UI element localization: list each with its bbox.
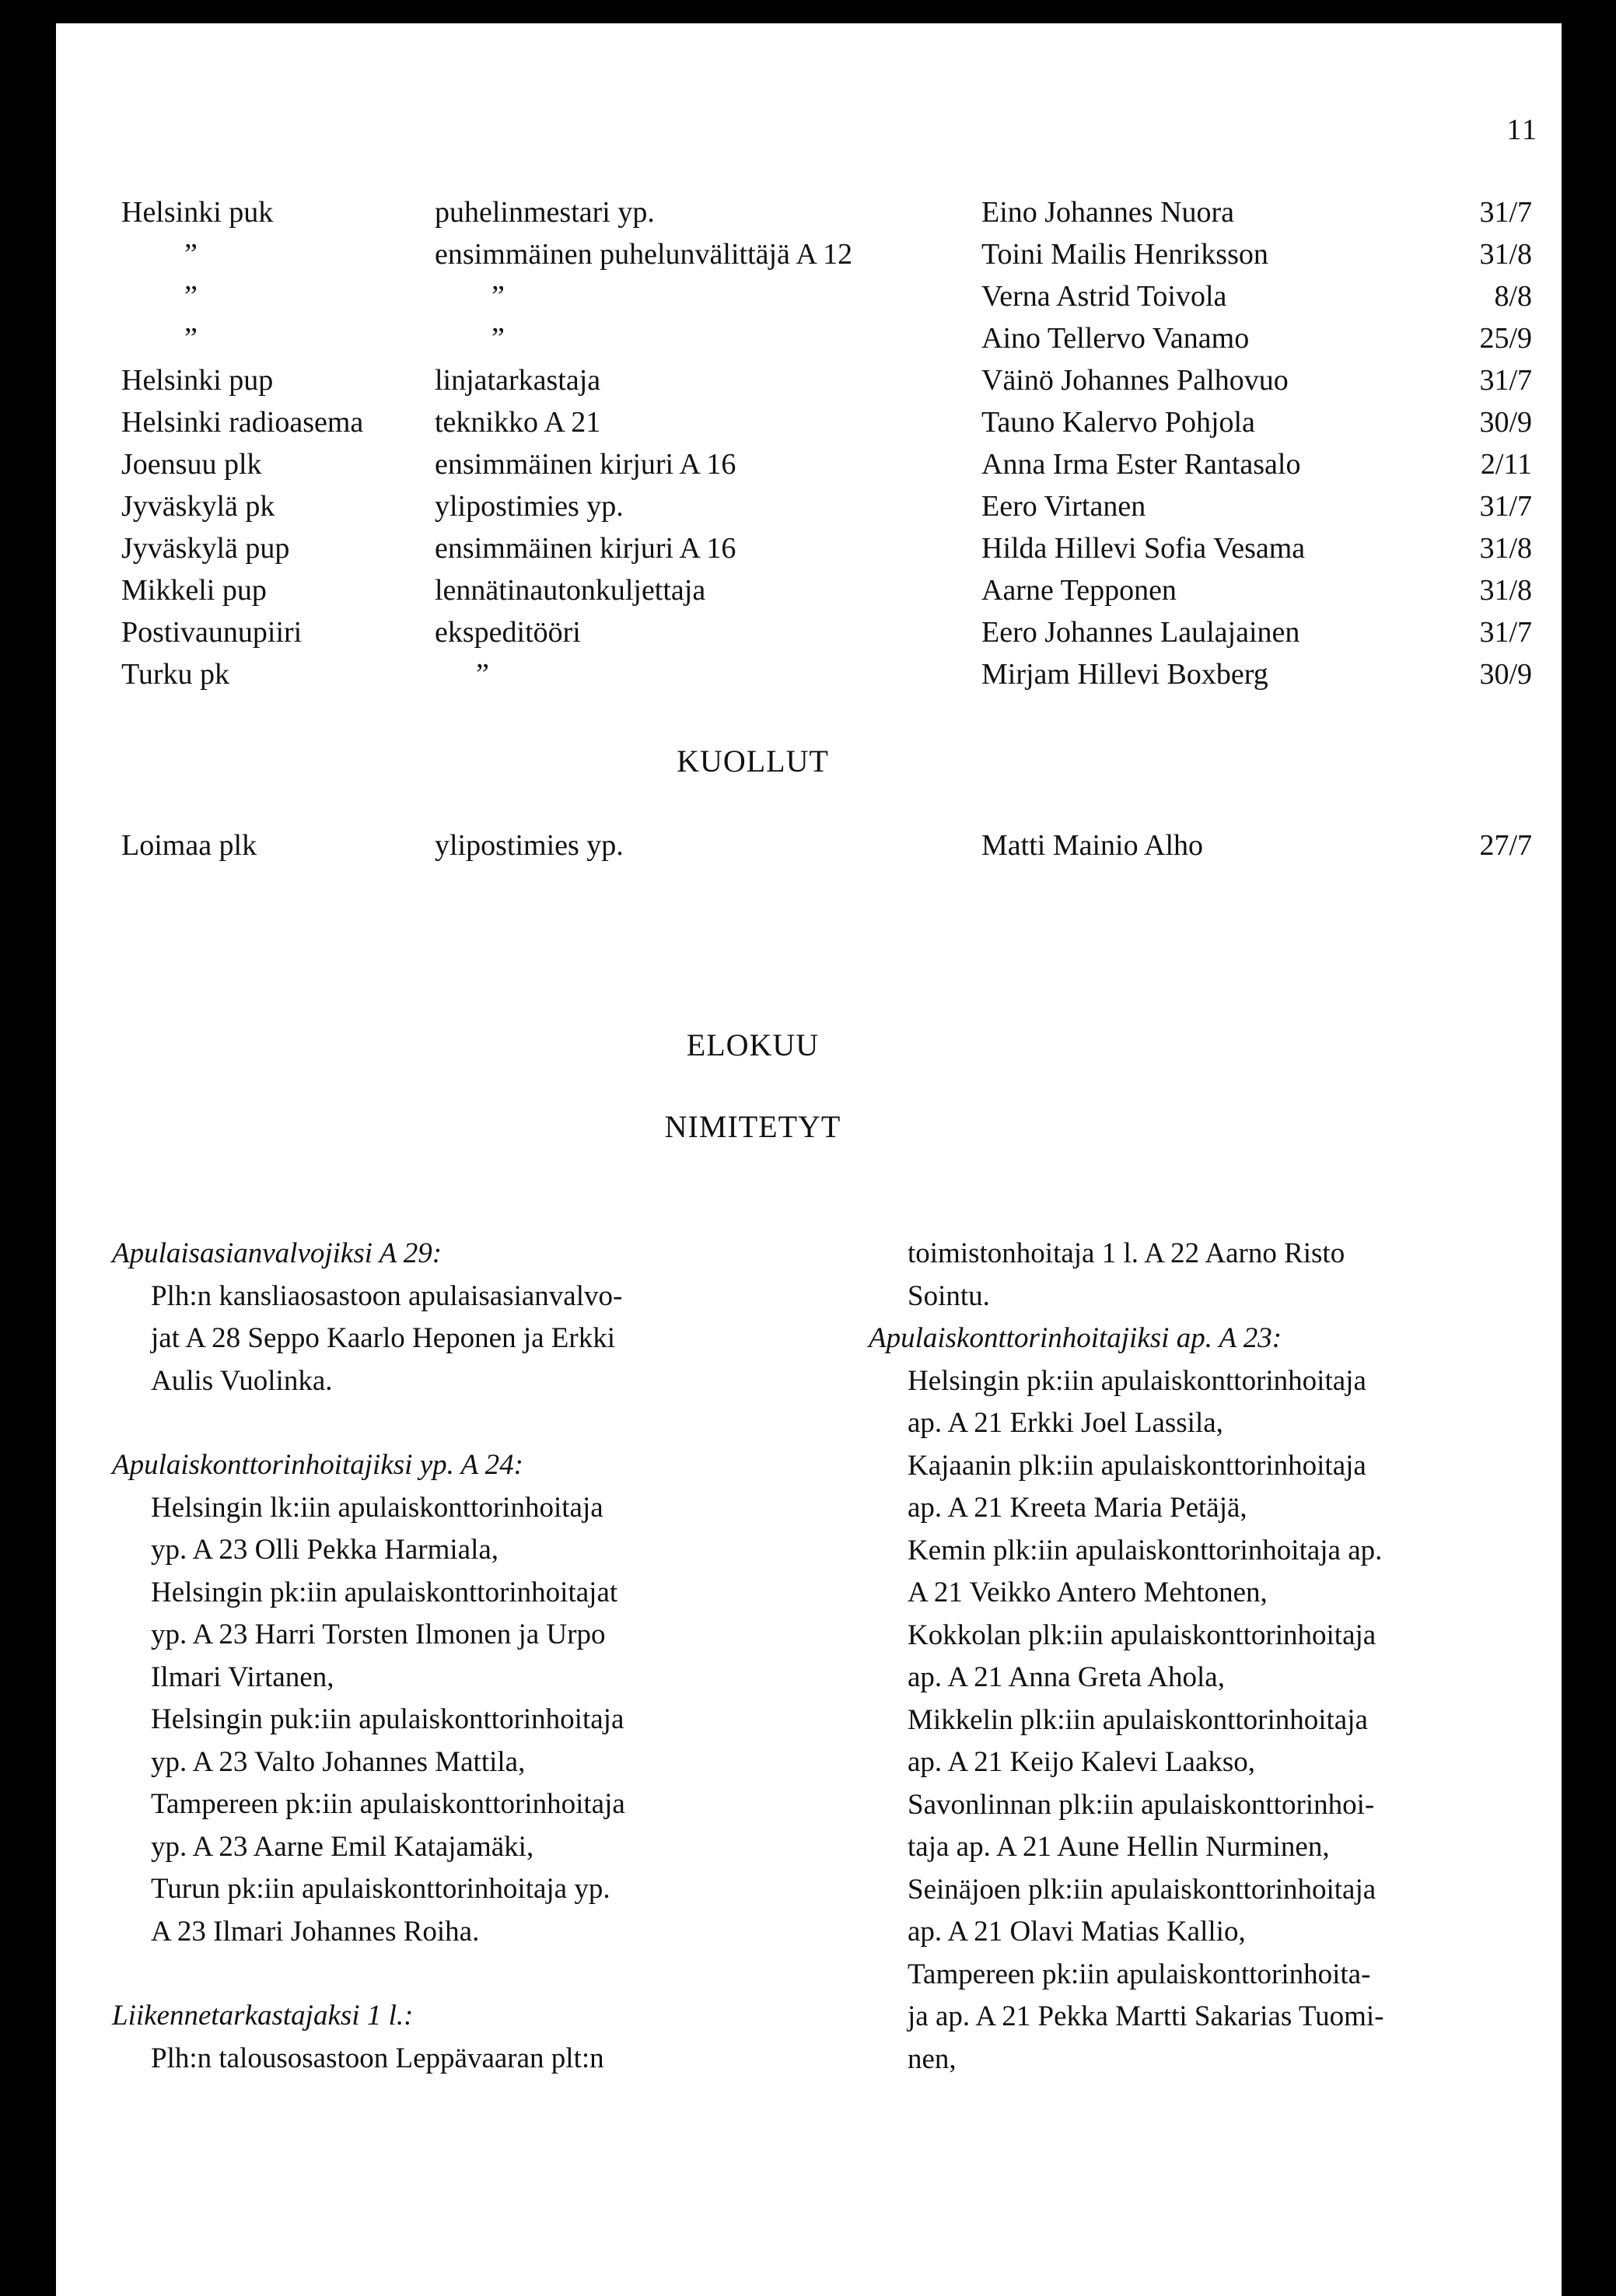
title-cell: ensimmäinen kirjuri A 16 bbox=[435, 448, 736, 481]
table-row bbox=[56, 485, 1562, 527]
title-cell: ensimmäinen kirjuri A 16 bbox=[435, 532, 736, 565]
text-line: Kokkolan plk:iin apulaiskonttorinhoitaja bbox=[908, 1619, 1376, 1651]
title-cell: teknikko A 21 bbox=[435, 406, 601, 439]
text-line: Tampereen pk:iin apulaiskonttorinhoitaja bbox=[151, 1788, 625, 1820]
title-cell: ensimmäinen puhelunvälittäjä A 12 bbox=[435, 238, 853, 271]
office-cell: Helsinki pup bbox=[121, 364, 274, 397]
ditto-mark: ” bbox=[184, 238, 198, 271]
table-row bbox=[56, 317, 1562, 359]
text-line: Mikkelin plk:iin apulaiskonttorinhoitaja bbox=[908, 1703, 1368, 1736]
table-row bbox=[56, 191, 1562, 233]
text-line: ja ap. A 21 Pekka Martti Sakarias Tuomi- bbox=[908, 2000, 1384, 2032]
text-line: Plh:n talousosastoon Leppävaaran plt:n bbox=[151, 2042, 604, 2074]
text-line: toimistonhoitaja 1 l. A 22 Aarno Risto bbox=[908, 1237, 1345, 1269]
table-row bbox=[56, 653, 1562, 695]
ditto-mark: ” bbox=[476, 658, 489, 691]
document-page bbox=[56, 23, 1562, 2296]
date-cell: 25/9 bbox=[1479, 322, 1532, 355]
text-line: jat A 28 Seppo Kaarlo Heponen ja Erkki bbox=[151, 1322, 616, 1354]
office-cell: Loimaa plk bbox=[121, 829, 257, 862]
name-cell: Tauno Kalervo Pohjola bbox=[981, 406, 1255, 439]
left-column bbox=[112, 1233, 834, 2080]
office-cell: Helsinki puk bbox=[121, 196, 274, 229]
office-cell: Turku pk bbox=[121, 658, 230, 691]
office-cell: Mikkeli pup bbox=[121, 574, 267, 607]
date-cell: 31/8 bbox=[1479, 238, 1532, 271]
name-cell: Toini Mailis Henriksson bbox=[981, 238, 1268, 271]
date-cell: 31/7 bbox=[1479, 616, 1532, 649]
date-cell: 2/11 bbox=[1480, 448, 1532, 481]
text-line: Helsingin lk:iin apulaiskonttorinhoitaja bbox=[151, 1491, 603, 1524]
name-cell: Väinö Johannes Palhovuo bbox=[981, 364, 1289, 397]
ditto-mark: ” bbox=[184, 322, 198, 355]
name-cell: Eero Johannes Laulajainen bbox=[981, 616, 1300, 649]
text-line: Kemin plk:iin apulaiskonttorinhoitaja ap. bbox=[908, 1534, 1383, 1566]
title-cell: puhelinmestari yp. bbox=[435, 196, 655, 229]
text-line: Savonlinnan plk:iin apulaiskonttorinhoi- bbox=[908, 1788, 1375, 1821]
month-heading: ELOKUU bbox=[686, 1027, 820, 1062]
text-line: Seinäjoen plk:iin apulaiskonttorinhoitaja bbox=[908, 1873, 1376, 1906]
name-cell: Eino Johannes Nuora bbox=[981, 196, 1235, 229]
table-row bbox=[56, 359, 1562, 401]
title-cell: ylipostimies yp. bbox=[435, 829, 624, 862]
text-line: Helsingin pk:iin apulaiskonttorinhoitajat bbox=[151, 1576, 618, 1608]
text-line: Tampereen pk:iin apulaiskonttorinhoita- bbox=[908, 1958, 1371, 1990]
kuollut-heading: KUOLLUT bbox=[677, 744, 829, 779]
name-cell: Anna Irma Ester Rantasalo bbox=[981, 448, 1301, 481]
date-cell: 31/8 bbox=[1479, 532, 1532, 565]
text-line: ap. A 21 Anna Greta Ahola, bbox=[908, 1661, 1225, 1693]
date-cell: 31/7 bbox=[1479, 364, 1532, 397]
section-title: Apulaiskonttorinhoitajiksi ap. A 23: bbox=[869, 1322, 1282, 1354]
office-cell: Helsinki radioasema bbox=[121, 406, 364, 439]
name-cell: Matti Mainio Alho bbox=[981, 829, 1203, 862]
title-cell: lennätinautonkuljettaja bbox=[435, 574, 706, 607]
date-cell: 30/9 bbox=[1479, 406, 1532, 439]
text-line: yp. A 23 Valto Johannes Mattila, bbox=[151, 1745, 526, 1778]
text-line: Kajaanin plk:iin apulaiskonttorinhoitaja bbox=[908, 1449, 1366, 1482]
text-line: nen, bbox=[908, 2042, 957, 2075]
ditto-mark: ” bbox=[491, 280, 505, 313]
text-line: ap. A 21 Erkki Joel Lassila, bbox=[908, 1407, 1223, 1439]
ditto-mark: ” bbox=[491, 322, 505, 355]
title-cell: linjatarkastaja bbox=[435, 364, 601, 397]
table-row bbox=[56, 527, 1562, 569]
right-column bbox=[869, 1233, 1545, 2081]
table-row bbox=[56, 233, 1562, 275]
name-cell: Verna Astrid Toivola bbox=[981, 280, 1227, 313]
page-number: 11 bbox=[1506, 114, 1538, 146]
name-cell: Mirjam Hillevi Boxberg bbox=[981, 658, 1268, 691]
date-cell: 31/8 bbox=[1479, 574, 1532, 607]
table-row bbox=[56, 275, 1562, 317]
text-line: Plh:n kansliaosastoon apulaisasianvalvo- bbox=[151, 1279, 623, 1312]
text-line: ap. A 21 Keijo Kalevi Laakso, bbox=[908, 1746, 1255, 1778]
text-line: Ilmari Virtanen, bbox=[151, 1661, 334, 1693]
table-row bbox=[56, 443, 1562, 485]
text-line: Turun pk:iin apulaiskonttorinhoitaja yp. bbox=[151, 1873, 610, 1905]
table-row bbox=[56, 401, 1562, 443]
title-cell: ylipostimies yp. bbox=[435, 490, 624, 523]
text-line: A 23 Ilmari Johannes Roiha. bbox=[151, 1915, 480, 1948]
text-line: A 21 Veikko Antero Mehtonen, bbox=[908, 1577, 1268, 1608]
text-line: Helsingin puk:iin apulaiskonttorinhoitaja bbox=[151, 1703, 624, 1735]
table-row bbox=[56, 611, 1562, 653]
text-line: yp. A 23 Aarne Emil Katajamäki, bbox=[151, 1830, 534, 1863]
text-line: yp. A 23 Harri Torsten Ilmonen ja Urpo bbox=[151, 1619, 606, 1650]
name-cell: Hilda Hillevi Sofia Vesama bbox=[981, 532, 1306, 565]
text-line: ap. A 21 Kreeta Maria Petäjä, bbox=[908, 1492, 1247, 1524]
office-cell: Postivaunupiiri bbox=[121, 616, 303, 649]
date-cell: 8/8 bbox=[1494, 280, 1532, 313]
section-title: Liikennetarkastajaksi 1 l.: bbox=[112, 2000, 414, 2032]
text-line: yp. A 23 Olli Pekka Harmiala, bbox=[151, 1534, 499, 1566]
table-row bbox=[56, 569, 1562, 611]
text-line: Aulis Vuolinka. bbox=[151, 1364, 333, 1397]
name-cell: Aino Tellervo Vanamo bbox=[981, 322, 1250, 355]
date-cell: 31/7 bbox=[1479, 490, 1532, 523]
date-cell: 30/9 bbox=[1479, 658, 1532, 691]
title-cell: ekspeditööri bbox=[435, 616, 581, 649]
section-title: Apulaiskonttorinhoitajiksi yp. A 24: bbox=[112, 1449, 523, 1481]
section-title: Apulaisasianvalvojiksi A 29: bbox=[112, 1237, 442, 1269]
ditto-mark: ” bbox=[184, 280, 198, 313]
date-cell: 27/7 bbox=[1479, 829, 1532, 862]
date-cell: 31/7 bbox=[1479, 196, 1532, 229]
text-line: ap. A 21 Olavi Matias Kallio, bbox=[908, 1916, 1246, 1948]
text-line: taja ap. A 21 Aune Hellin Nurminen, bbox=[908, 1831, 1330, 1863]
text-line: Helsingin pk:iin apulaiskonttorinhoitaja bbox=[908, 1364, 1366, 1397]
nimitetyt-heading: NIMITETYT bbox=[664, 1109, 841, 1144]
table-row bbox=[56, 824, 1562, 866]
name-cell: Eero Virtanen bbox=[981, 490, 1146, 523]
office-cell: Jyväskylä pk bbox=[121, 490, 275, 523]
text-line: Sointu. bbox=[908, 1279, 990, 1312]
office-cell: Joensuu plk bbox=[121, 448, 262, 481]
office-cell: Jyväskylä pup bbox=[121, 532, 290, 565]
name-cell: Aarne Tepponen bbox=[981, 574, 1177, 607]
